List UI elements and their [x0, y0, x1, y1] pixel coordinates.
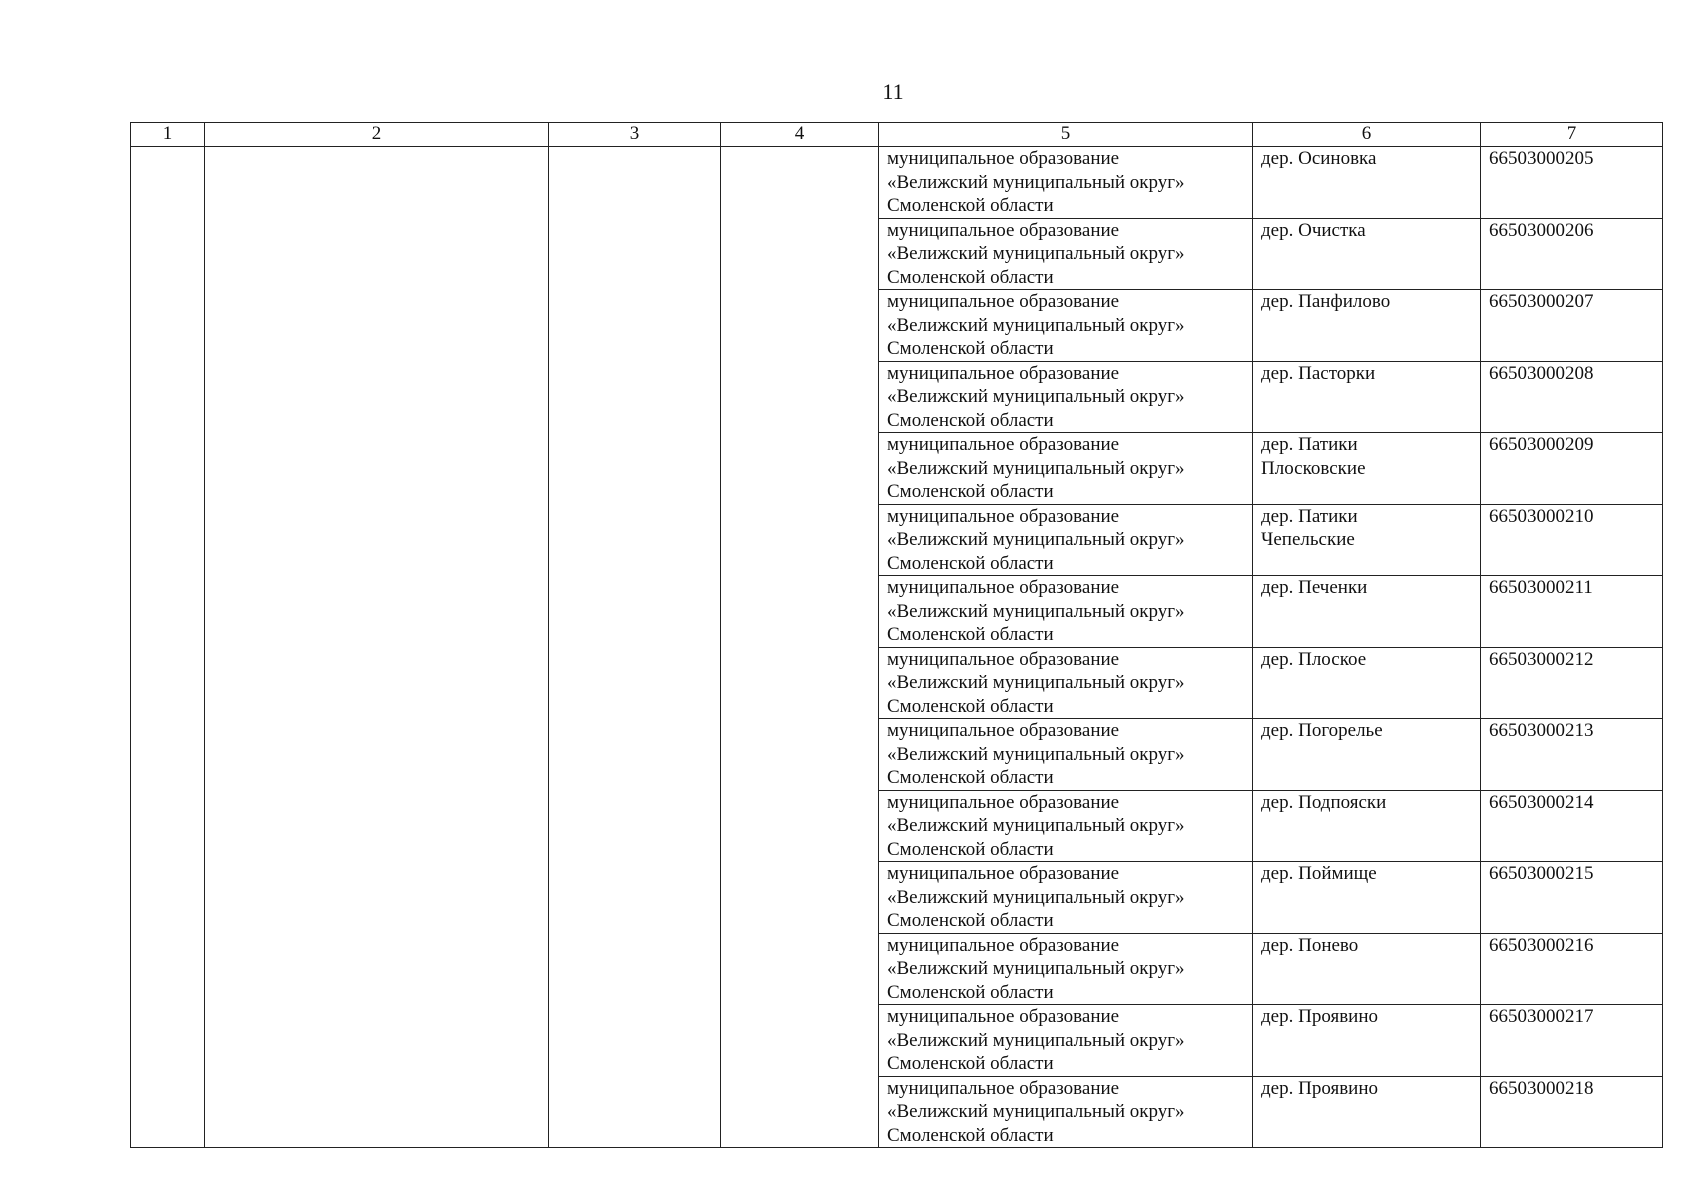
municipality-line: Смоленской области: [887, 910, 1054, 931]
municipality-line: Смоленской области: [887, 195, 1054, 216]
settlement-cell: [1253, 1005, 1481, 1077]
municipality-cell: [879, 290, 1253, 362]
municipality-line: Смоленской области: [887, 1053, 1054, 1074]
settlement-cell: [1253, 1076, 1481, 1148]
municipality-line: «Велижский муниципальный округ»: [887, 1029, 1185, 1051]
municipality-line: «Велижский муниципальный округ»: [887, 886, 1185, 908]
settlement-name: дер. Печенки: [1261, 577, 1368, 598]
settlement-name: дер. Погорелье: [1261, 720, 1383, 741]
municipality-line: муниципальное образование: [887, 648, 1120, 670]
municipality-cell: [879, 1076, 1253, 1148]
municipality-line: Смоленской области: [887, 838, 1054, 860]
oktmo-code-cell: 66503000216: [1481, 933, 1663, 1005]
municipality-line: «Велижский муниципальный округ»: [887, 958, 1185, 979]
settlement-name: дер. Проявино: [1261, 1077, 1379, 1099]
settlement-cell: [1253, 647, 1481, 719]
column-header-3: 3: [549, 123, 721, 147]
settlement-cell: [1253, 862, 1481, 934]
municipality-line: «Велижский муниципальный округ»: [887, 171, 1185, 193]
municipality-cell: [879, 576, 1253, 648]
municipality-line: муниципальное образование: [887, 577, 1120, 598]
municipality-cell: [879, 218, 1253, 290]
municipality-line: «Велижский муниципальный округ»: [887, 815, 1185, 836]
oktmo-code-cell: 66503000208: [1481, 361, 1663, 433]
settlement-name: Плосковские: [1261, 457, 1366, 479]
column-header-5: 5: [879, 123, 1253, 147]
municipality-line: муниципальное образование: [887, 291, 1120, 312]
oktmo-code-cell: 66503000218: [1481, 1076, 1663, 1148]
municipality-cell: [879, 933, 1253, 1005]
settlement-name: дер. Панфилово: [1261, 291, 1391, 312]
settlement-cell: [1253, 433, 1481, 505]
municipality-line: Смоленской области: [887, 767, 1054, 788]
municipality-line: «Велижский муниципальный округ»: [887, 672, 1185, 693]
settlement-name: дер. Пасторки: [1261, 362, 1376, 384]
municipality-cell: [879, 719, 1253, 791]
settlement-name: дер. Проявино: [1261, 1006, 1379, 1027]
municipality-line: муниципальное образование: [887, 148, 1120, 169]
municipality-line: муниципальное образование: [887, 362, 1120, 384]
column-header-7: 7: [1481, 123, 1663, 147]
municipality-cell: [879, 147, 1253, 219]
column-header-6: 6: [1253, 123, 1481, 147]
municipality-cell: [879, 1005, 1253, 1077]
municipality-line: Смоленской области: [887, 981, 1054, 1003]
municipality-line: «Велижский муниципальный округ»: [887, 386, 1185, 407]
municipality-cell: [879, 647, 1253, 719]
settlement-name: Чепельские: [1261, 529, 1355, 550]
oktmo-code-cell: 66503000211: [1481, 576, 1663, 648]
table-row: [131, 147, 1663, 219]
oktmo-code-cell: 66503000206: [1481, 218, 1663, 290]
settlement-name: дер. Понево: [1261, 934, 1359, 956]
municipality-line: муниципальное образование: [887, 791, 1120, 813]
settlement-name: дер. Плоское: [1261, 648, 1367, 670]
oktmo-code-cell: 66503000214: [1481, 790, 1663, 862]
settlement-cell: [1253, 790, 1481, 862]
municipality-line: «Велижский муниципальный округ»: [887, 1101, 1185, 1122]
col-3-empty: [549, 147, 721, 1148]
settlement-cell: [1253, 719, 1481, 791]
municipality-line: муниципальное образование: [887, 219, 1120, 241]
settlement-cell: [1253, 361, 1481, 433]
oktmo-code-cell: 66503000210: [1481, 504, 1663, 576]
settlement-cell: [1253, 218, 1481, 290]
settlement-name: дер. Осиновка: [1261, 148, 1377, 169]
municipality-line: Смоленской области: [887, 1124, 1054, 1146]
settlement-name: дер. Патики: [1261, 505, 1358, 527]
municipality-line: «Велижский муниципальный округ»: [887, 243, 1185, 264]
column-header-4: 4: [721, 123, 879, 147]
municipality-line: муниципальное образование: [887, 720, 1120, 741]
municipality-cell: [879, 790, 1253, 862]
settlement-cell: [1253, 504, 1481, 576]
municipality-line: Смоленской области: [887, 695, 1054, 717]
column-number-row: [131, 123, 1663, 147]
settlement-cell: [1253, 290, 1481, 362]
municipality-line: муниципальное образование: [887, 434, 1120, 455]
oktmo-code-cell: 66503000213: [1481, 719, 1663, 791]
municipality-cell: [879, 862, 1253, 934]
oktmo-code-cell: 66503000217: [1481, 1005, 1663, 1077]
municipality-cell: [879, 504, 1253, 576]
oktmo-code-cell: 66503000209: [1481, 433, 1663, 505]
column-header-1: 1: [131, 123, 205, 147]
municipality-line: Смоленской области: [887, 624, 1054, 645]
col-1-empty: [131, 147, 205, 1148]
municipality-line: «Велижский муниципальный округ»: [887, 600, 1185, 622]
municipality-line: Смоленской области: [887, 552, 1054, 574]
settlement-name: дер. Очистка: [1261, 219, 1366, 241]
column-header-2: 2: [205, 123, 549, 147]
oktmo-code-cell: 66503000207: [1481, 290, 1663, 362]
settlement-name: дер. Подпояски: [1261, 791, 1387, 813]
settlement-cell: [1253, 933, 1481, 1005]
settlement-name: дер. Патики: [1261, 434, 1358, 455]
municipality-line: Смоленской области: [887, 409, 1054, 431]
settlement-name: дер. Поймище: [1261, 863, 1377, 884]
settlement-register-table: [130, 122, 1663, 1148]
municipality-line: муниципальное образование: [887, 1006, 1120, 1027]
col-4-empty: [721, 147, 879, 1148]
municipality-line: муниципальное образование: [887, 863, 1120, 884]
municipality-line: Смоленской области: [887, 266, 1054, 288]
oktmo-code-cell: 66503000215: [1481, 862, 1663, 934]
oktmo-code-cell: 66503000205: [1481, 147, 1663, 219]
municipality-line: Смоленской области: [887, 338, 1054, 359]
municipality-line: муниципальное образование: [887, 934, 1120, 956]
col-2-empty: [205, 147, 549, 1148]
oktmo-code-cell: 66503000212: [1481, 647, 1663, 719]
page-number: 11: [882, 79, 904, 104]
municipality-line: «Велижский муниципальный округ»: [887, 314, 1185, 336]
municipality-cell: [879, 361, 1253, 433]
settlement-cell: [1253, 147, 1481, 219]
municipality-line: «Велижский муниципальный округ»: [887, 529, 1185, 550]
municipality-line: «Велижский муниципальный округ»: [887, 457, 1185, 479]
municipality-line: муниципальное образование: [887, 505, 1120, 527]
municipality-cell: [879, 433, 1253, 505]
municipality-line: муниципальное образование: [887, 1077, 1120, 1099]
municipality-line: «Велижский муниципальный округ»: [887, 743, 1185, 765]
settlement-cell: [1253, 576, 1481, 648]
municipality-line: Смоленской области: [887, 481, 1054, 502]
